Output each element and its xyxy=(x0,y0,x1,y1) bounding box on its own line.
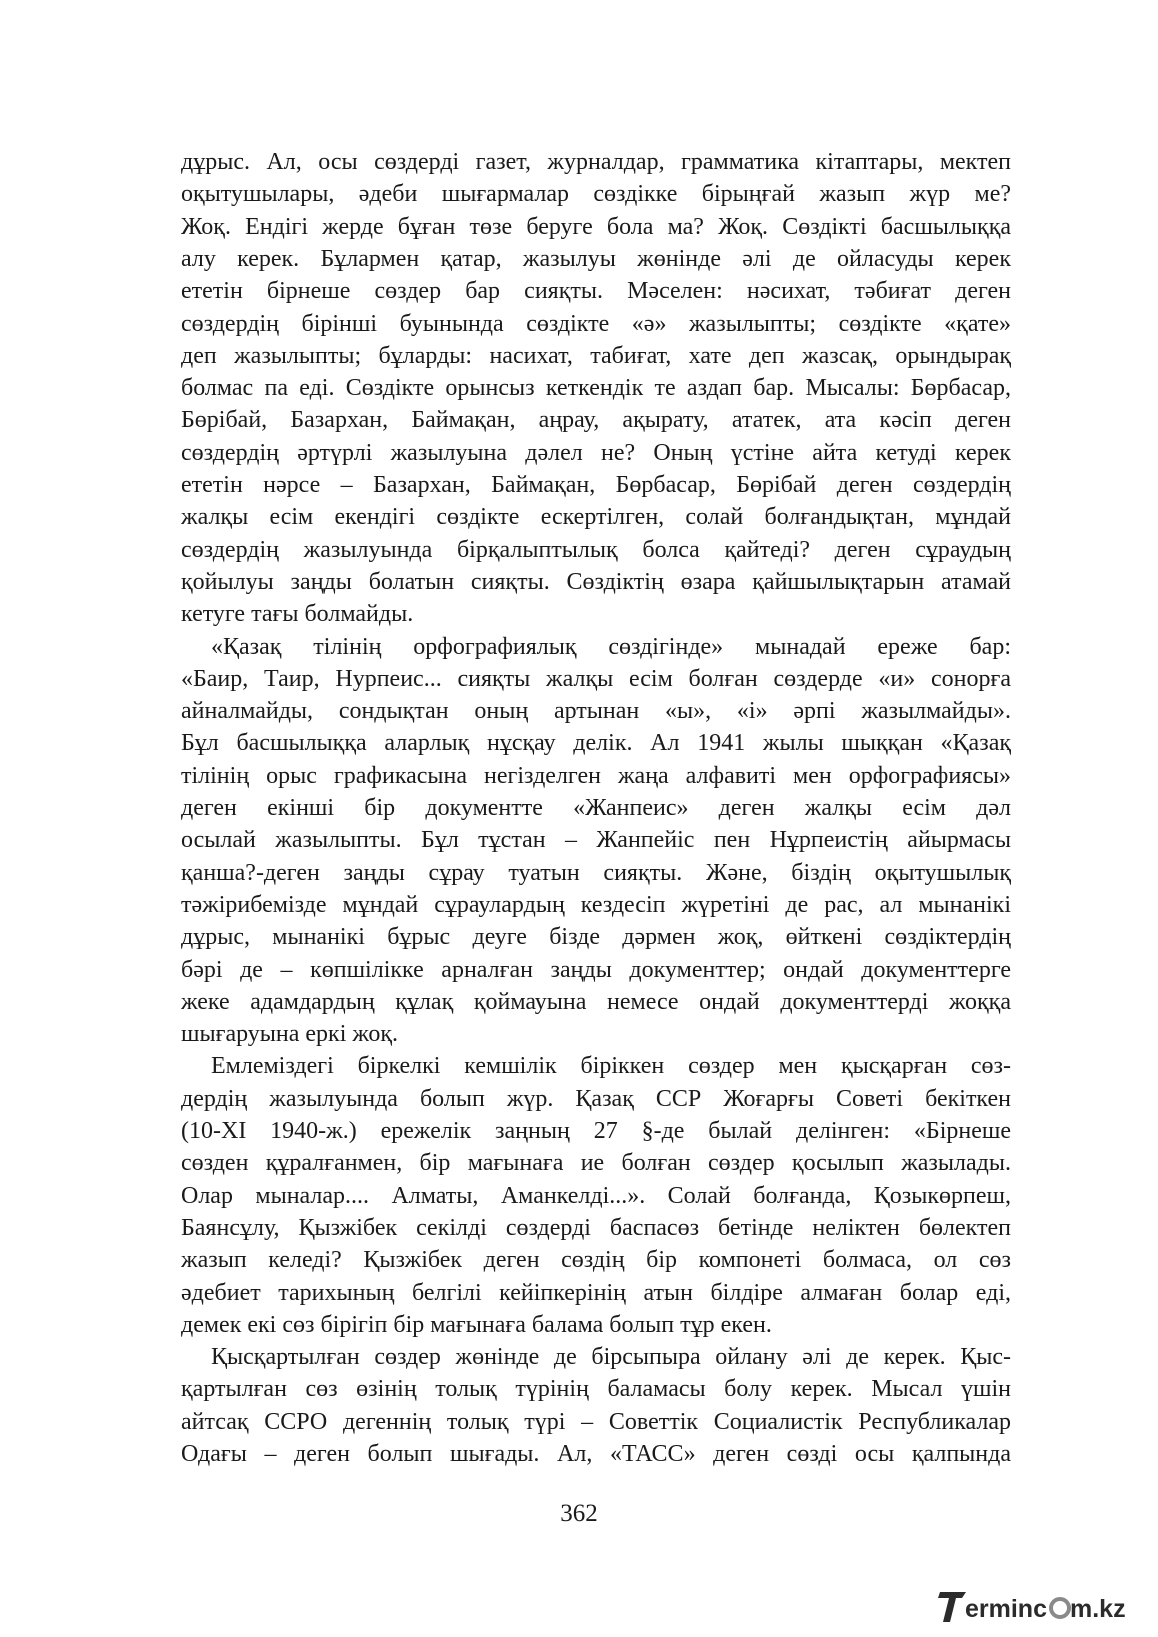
text-line: сөздердің әртүрлі жазылуына дәлел не? Оның үстіне айта кетуді керек xyxy=(181,439,1011,466)
text-line: шығаруына еркі жоқ. xyxy=(181,1021,399,1048)
text-line: ететін нәрсе – Базархан, Баймақан, Бөрбасар, Бөрібай деген сөздердің xyxy=(181,472,1011,498)
text-line: оқытушылары, әдеби шығармалар сөздікке бірыңғай жазып жүр ме? xyxy=(181,181,1011,208)
svg-text:m.kz: m.kz xyxy=(1070,1595,1126,1623)
text-line: жалқы есім екендігі сөздікте ескертілген, солай болғандықтан, мұндай xyxy=(181,504,1011,531)
text-line: алу керек. Бұлармен қатар, жазылуы жөнінде әлі де ойласуды керек xyxy=(181,245,1011,272)
text-line: болмас па еді. Сөздікте орынсыз кеткендік те аздап бар. Мысалы: Бөрбасар, xyxy=(181,375,1011,402)
text-line: сөздердің жазылуында бірқалыптылық болса қайтеді? деген сұраудың xyxy=(181,536,1011,563)
text-line: дұрыс, мынанікі бұрыс деуге бізде дәрмен жоқ, өйткені сөздіктердің xyxy=(181,924,1011,951)
text-line: айтсақ ССРО дегеннің толық түрі – Советтік Социалистік Республикалар xyxy=(181,1408,1011,1435)
text-line: Бұл басшылыққа аларлық нұсқау делік. Ал 1941 жылы шыққан «Қазақ xyxy=(181,730,1011,757)
text-line: бәрі де – көпшілікке арналған заңды документтер; ондай документтерге xyxy=(181,956,1011,983)
text-line: (10-XI 1940-ж.) ережелік заңның 27 §-де былай делінген: «Бірнеше xyxy=(181,1118,1011,1144)
text-line: осылай жазылыпты. Бұл тұстан – Жанпейіс пен Нұрпеистің айырмасы xyxy=(181,827,1011,854)
text-line: әдебиет тарихының белгілі кейіпкерінің атын білдіре алмаған болар еді, xyxy=(181,1279,1011,1306)
text-line: жазып келеді? Қызжібек деген сөздің бір компонеті болмаса, ол сөз xyxy=(181,1247,1011,1274)
text-line: дұрыс. Ал, осы сөздерді газет, журналдар, грамматика кітаптары, мектеп xyxy=(181,149,1011,175)
text-line: Одағы – деген болып шығады. Ал, «ТАСС» деген сөзді осы қалпында xyxy=(181,1441,1011,1467)
text-line: демек екі сөз бірігіп бір мағынаға балама болып тұр екен. xyxy=(181,1311,772,1338)
text-line: қойылуы заңды болатын сияқты. Сөздіктің өзара қайшылықтарын атамай xyxy=(181,568,1011,595)
text-line: қартылған сөз өзінің толық түрінің баламасы болу керек. Мысал үшін xyxy=(181,1376,1011,1403)
text-line: деп жазылыпты; бұларды: насихат, табиғат, хате деп жазсақ, орындырақ xyxy=(181,342,1011,369)
text-line: Бөрібай, Базархан, Баймақан, аңрау, ақырату, ататек, ата кәсіп деген xyxy=(181,407,1011,434)
text-line: «Баир, Таир, Нурпеис... сияқты жалқы есім болған сөздерде «и» сонорға xyxy=(181,665,1011,692)
text-line: сөздердің бірінші буынында сөздікте «ә» жазылыпты; сөздікте «қате» xyxy=(181,310,1011,337)
text-line: қанша?-деген заңды сұрау туатын сияқты. Және, біздің оқытушылық xyxy=(181,859,1011,886)
text-line: Қысқартылған сөздер жөнінде де бірсыпыра ойлану әлі де керек. Қыс- xyxy=(211,1344,1011,1371)
text-line: Емлеміздегі біркелкі кемшілік біріккен сөздер мен қысқарған сөз- xyxy=(211,1053,1011,1080)
page-number: 362 xyxy=(560,1500,598,1527)
text-line: «Қазақ тілінің орфографиялық сөздігінде» мынадай ереже бар: xyxy=(211,633,1011,660)
text-line: айналмайды, сондықтан оның артынан «ы», «і» әрпі жазылмайды». xyxy=(181,698,1011,725)
text-line: тәжірибемізде мұндай сұраулардың кездесіп жүретіні де рас, ал мынанікі xyxy=(181,891,1011,918)
text-line: дердің жазылуында болып жүр. Қазақ ССР Жоғарғы Советі бекіткен xyxy=(181,1085,1011,1112)
text-line: сөзден құралғанмен, бір мағынаға ие болған сөздер қосылып жазылады. xyxy=(181,1150,1011,1177)
text-line: Олар мыналар.... Алматы, Аманкелді...». Солай болғанда, Қозыкөрпеш, xyxy=(181,1182,1011,1209)
text-line: Баянсұлу, Қызжібек секілді сөздерді баспасөз бетінде неліктен бөлектеп xyxy=(181,1214,1011,1241)
svg-text:erminc: erminc xyxy=(965,1595,1047,1623)
text-line: кетуге тағы болмайды. xyxy=(181,601,414,628)
text-line: тілінің орыс графикасына негізделген жаңа алфавиті мен орфографиясы» xyxy=(181,762,1011,789)
text-line: Жоқ. Ендігі жерде бұған төзе беруге бола ма? Жоқ. Сөздікті басшылыққа xyxy=(181,213,1011,240)
text-line: жеке адамдардың құлақ қоймауына немесе ондай документтерді жоққа xyxy=(181,988,1011,1015)
text-line: деген екінші бір документте «Жанпеис» деген жалқы есім дәл xyxy=(181,795,1011,821)
termincom-logo xyxy=(938,1584,1144,1628)
text-line: ететін бірнеше сөздер бар сияқты. Мәселен: нәсихат, тәбиғат деген xyxy=(181,278,1011,305)
